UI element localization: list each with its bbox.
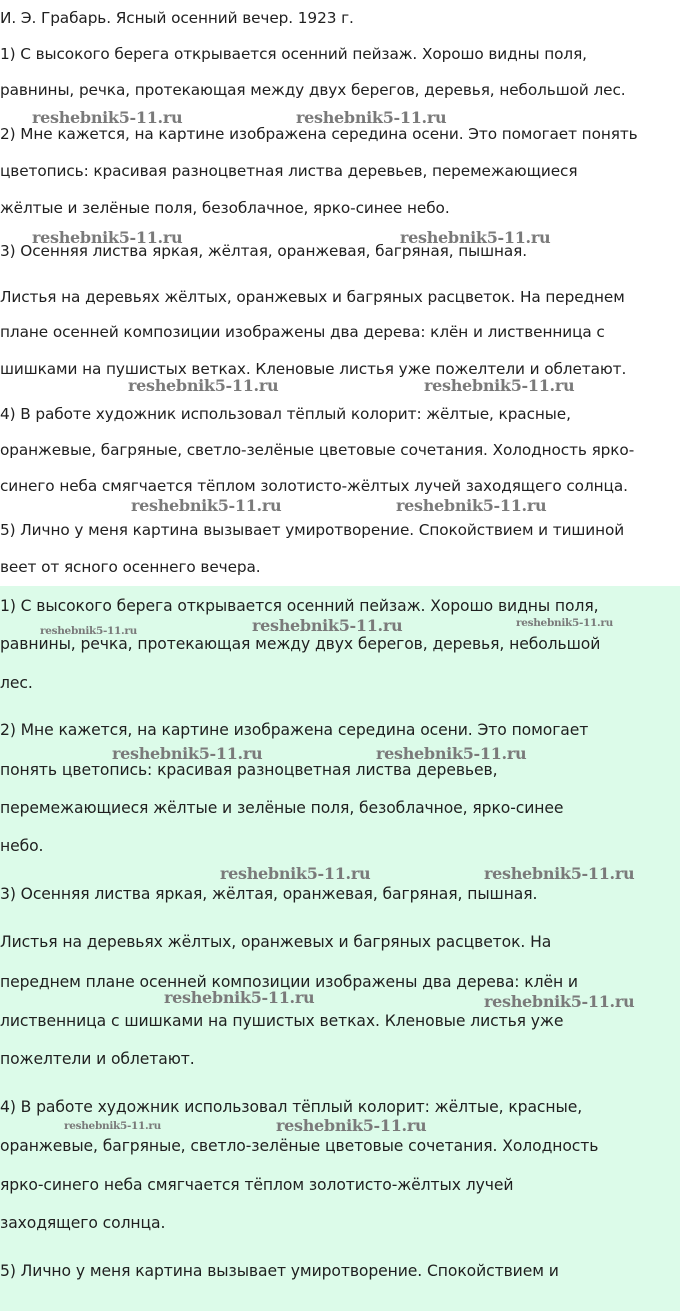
text-line: заходящего солнца. <box>0 1214 166 1232</box>
text-line: небо. <box>0 837 44 855</box>
text-line: 2) Мне кажется, на картине изображена середина осени. Это помогает понять <box>0 125 638 143</box>
text-line: синего неба смягчается тёплом золотисто-жёлтых лучей заходящего солнца. <box>0 477 628 495</box>
watermark: reshebnik5-11.ru <box>400 228 551 247</box>
text-line: 5) Лично у меня картина вызывает умиротворение. Спокойствием и <box>0 1262 559 1280</box>
text-line: 4) В работе художник использовал тёплый колорит: жёлтые, красные, <box>0 1098 583 1116</box>
text-line: плане осенней композиции изображены два дерева: клён и лиственница с <box>0 323 605 341</box>
watermark: reshebnik5-11.ru <box>112 744 263 763</box>
text-line: понять цветопись: красивая разноцветная листва деревьев, <box>0 761 498 779</box>
text-line: 2) Мне кажется, на картине изображена середина осени. Это помогает <box>0 721 589 739</box>
text-line: 5) Лично у меня картина вызывает умиротворение. Спокойствием и тишиной <box>0 521 625 539</box>
watermark: reshebnik5-11.ru <box>40 625 137 637</box>
text-line: оранжевые, багряные, светло-зелёные цветовые сочетания. Холодность <box>0 1137 599 1155</box>
watermark: reshebnik5-11.ru <box>516 617 613 629</box>
text-line: лиственница с шишками на пушистых ветках. Кленовые листья уже <box>0 1012 564 1030</box>
text-line: равнины, речка, протекающая между двух берегов, деревья, небольшой лес. <box>0 81 626 99</box>
text-line: 3) Осенняя листва яркая, жёлтая, оранжевая, багряная, пышная. <box>0 242 528 260</box>
watermark: reshebnik5-11.ru <box>128 376 279 395</box>
text-line: пожелтели и облетают. <box>0 1050 195 1068</box>
watermark: reshebnik5-11.ru <box>276 1116 427 1135</box>
text-line: 4) В работе художник использовал тёплый колорит: жёлтые, красные, <box>0 405 571 423</box>
text-line: цветопись: красивая разноцветная листва деревьев, перемежающиеся <box>0 162 578 180</box>
highlighted-answer-block <box>0 586 680 1311</box>
text-line: ярко-синего неба смягчается тёплом золотисто-жёлтых лучей <box>0 1176 514 1194</box>
text-line: шишками на пушистых ветках. Кленовые листья уже пожелтели и облетают. <box>0 360 627 378</box>
text-line: жёлтые и зелёные поля, безоблачное, ярко-синее небо. <box>0 199 450 217</box>
text-line: Листья на деревьях жёлтых, оранжевых и багряных расцветок. На переднем <box>0 288 625 306</box>
watermark: reshebnik5-11.ru <box>396 496 547 515</box>
watermark: reshebnik5-11.ru <box>220 864 371 883</box>
watermark: reshebnik5-11.ru <box>424 376 575 395</box>
text-line: перемежающиеся жёлтые и зелёные поля, безоблачное, ярко-синее <box>0 799 564 817</box>
text-line: Листья на деревьях жёлтых, оранжевых и багряных расцветок. На <box>0 933 552 951</box>
watermark: reshebnik5-11.ru <box>64 1120 161 1132</box>
text-line: 3) Осенняя листва яркая, жёлтая, оранжевая, багряная, пышная. <box>0 885 538 903</box>
watermark: reshebnik5-11.ru <box>376 744 527 763</box>
text-line: оранжевые, багряные, светло-зелёные цветовые сочетания. Холодность ярко- <box>0 441 635 459</box>
watermark: reshebnik5-11.ru <box>484 992 635 1011</box>
text-line: 1) С высокого берега открывается осенний пейзаж. Хорошо видны поля, <box>0 45 587 63</box>
text-line: переднем плане осенней композиции изображены два дерева: клён и <box>0 973 578 991</box>
text-line: равнины, речка, протекающая между двух берегов, деревья, небольшой <box>0 635 601 653</box>
text-line: 1) С высокого берега открывается осенний пейзаж. Хорошо видны поля, <box>0 597 599 615</box>
document-title: И. Э. Грабарь. Ясный осенний вечер. 1923 г. <box>0 9 354 27</box>
watermark: reshebnik5-11.ru <box>296 108 447 127</box>
text-line: веет от ясного осеннего вечера. <box>0 558 261 576</box>
watermark: reshebnik5-11.ru <box>32 228 183 247</box>
watermark: reshebnik5-11.ru <box>131 496 282 515</box>
watermark: reshebnik5-11.ru <box>164 988 315 1007</box>
watermark: reshebnik5-11.ru <box>32 108 183 127</box>
watermark: reshebnik5-11.ru <box>484 864 635 883</box>
text-line: лес. <box>0 674 33 692</box>
top-answer-block <box>0 0 680 586</box>
watermark: reshebnik5-11.ru <box>252 616 403 635</box>
